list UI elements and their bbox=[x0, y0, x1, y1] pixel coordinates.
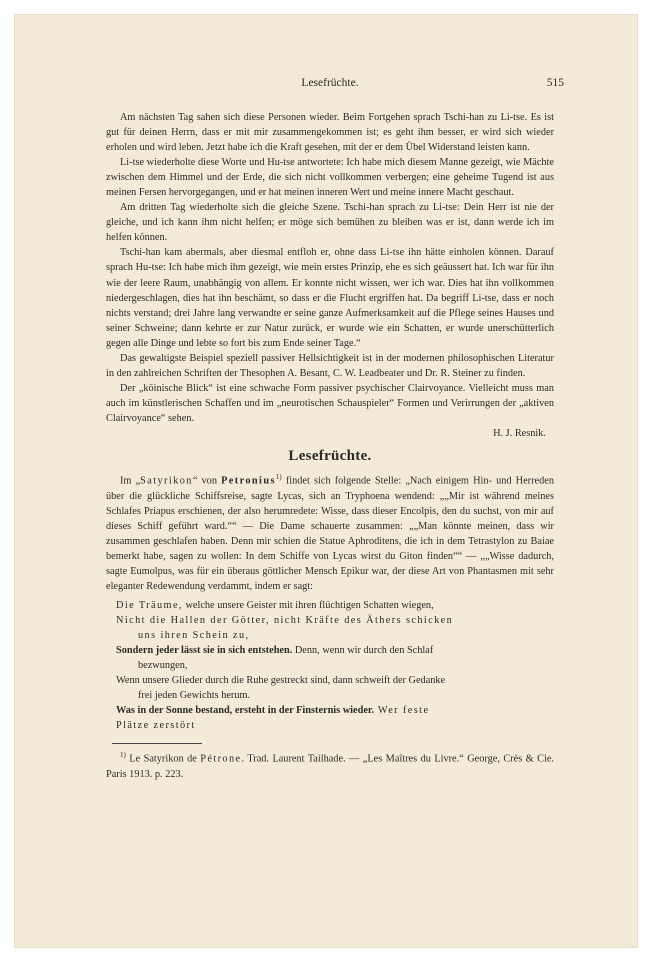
verse-spaced: Wer feste bbox=[374, 705, 430, 717]
paragraph: Das gewaltigste Beispiel speziell passiver Hellsichtigkeit ist in der modernen philosophischen Literatur in den zahlreichen Schriften der Thesophen A. Besant, C. W. Leadbeater und Dr. R. Steiner zu finden. bbox=[106, 352, 554, 379]
verse-quote bbox=[116, 598, 554, 733]
verse-line bbox=[116, 598, 554, 613]
paragraph: Tschi-han kam abermals, aber diesmal entfloh er, ohne dass Li-tse ihn hätte einholen können. Darauf sprach Hu-tse: Ich habe mich ihm gezeigt, wie mein erstes Prinzip, ehe es sich geäussert hat. Ich war für ihn wie der leere Raum, unabhängig von allem. Er konnte nicht wissen, wer ich war. Dies hat ihn vollkommen niedergeschlagen, dies hat ihn beschämt, so dass er die Flucht ergriffen hat. Da begriff Li-tse, dass er noch nichts verstand; drei Jahre lang verwandte er seine ganze Aufmerksamkeit auf die Pflege seines Hauses und seiner Schweine; dann kehrte er zur Natur zurück, er wurde wie ein Schatten, er wurde unerschütterlich gegen alle Dinge und lebte so fort bis zum Ende seiner Tage.“ bbox=[106, 247, 554, 349]
article-intro bbox=[106, 470, 554, 594]
footnote-reference[interactable]: 1) bbox=[275, 473, 282, 482]
verse-text: welche unsere Geister mit ihren flüchtigen Schatten wiegen, bbox=[182, 599, 434, 611]
verse-line bbox=[116, 643, 554, 658]
paragraph: Am dritten Tag wiederholte sich die gleiche Szene. Tschi-han sprach zu Li-tse: Dein Herr ist nie der gleiche, und ich kann ihm nicht helfen; er möge sich bemühen zu bleiben was er ist, dann werde ich im helfen können. bbox=[106, 202, 554, 244]
footnote-text: Le Satyrikon de bbox=[125, 753, 201, 765]
page-header bbox=[106, 76, 564, 92]
intro-text: “ von bbox=[192, 475, 222, 487]
verse-bold: Was in der Sonne bestand, ersteht in der Finsternis wieder. bbox=[116, 705, 375, 717]
verse-line-continuation: frei jeden Gewichts herum. bbox=[138, 690, 251, 702]
footnote-text: . Trad. Laurent Tailhade. — „Les Maîtres du Livre.“ George, Crès & Cie. Paris 1913. p. 223. bbox=[106, 753, 554, 780]
running-title: Lesefrüchte. bbox=[301, 77, 359, 89]
article-title: Lesefrüchte. bbox=[288, 448, 372, 465]
verse-line-continuation: bezwungen, bbox=[138, 660, 188, 672]
text-block bbox=[106, 76, 564, 782]
footnote-divider bbox=[112, 743, 202, 744]
author-name: Petronius bbox=[221, 475, 276, 487]
verse-bold: Sondern jeder lässt sie in sich entstehen. bbox=[116, 645, 293, 657]
verse-text: Denn, wenn wir durch den Schlaf bbox=[292, 645, 434, 657]
verse-line-continuation: uns ihren Schein zu, bbox=[138, 629, 250, 641]
paragraph: Am nächsten Tag sahen sich diese Personen wieder. Beim Fortgehen sprach Tschi-han zu Li-tse. Es ist gut für deinen Herrn, dass er mit mir zusammengekommen ist; es geht ihm besser, er wird sich wieder erholen und wird leben. Jetzt habe ich die Kraft gesehen, mit der er dem Übel Widerstand leisten kann. bbox=[106, 112, 554, 154]
footnote-author: Pétrone bbox=[200, 753, 242, 765]
verse-spaced: Die Träume, bbox=[116, 599, 183, 611]
verse-line bbox=[116, 703, 554, 718]
intro-text: Im „ bbox=[120, 475, 141, 487]
author-signature: H. J. Resnik. bbox=[493, 427, 546, 439]
page-number: 515 bbox=[546, 77, 564, 89]
footnote-mark: 1) bbox=[120, 751, 126, 760]
work-title: Satyrikon bbox=[140, 475, 193, 487]
scanned-page bbox=[14, 14, 638, 948]
paragraph: Der „köinische Blick“ ist eine schwache Form passiver psychischer Clairvoyance. Vielleicht muss man auch im künstlerischen Schaffen und im „neurotischen Schauspieler“ Formen und Verirrungen der „aktiven Clairvoyance“ sehen. bbox=[106, 382, 554, 424]
intro-text: findet sich folgende Stelle: „Nach einigem Hin- und Herreden über die glückliche Schiffsreise, sagte Lycas, sich an Tryphoena wendend: „„Mir ist während meines Schlafes Priapus erschienen, der also herumredete: Wisse, dass dieser Encolpis, den du suchst, von mir auf dieses Schiff geführt ward.““ — Die Dame schauerte zusammen: „„Man könnte meinen, dass wir zusammen geschlafen haben. Denn mir schien die Statue Aphroditens, die ich in dem Tetrastylon zu Baiae bemerkt habe, sagen zu wollen: In dem Schiffe von Lycas wirst du Giton finden““ — „„Wisse dadurch, sagte Eumolpus, was für ein überaus göttlicher Mensch Epikur war, der diese Art von Phantasmen mit sehr eleganter Redewendung verdammt, indem er sagt: bbox=[106, 475, 554, 592]
verse-line: Wenn unsere Glieder durch die Ruhe gestreckt sind, dann schweift der Gedanke bbox=[116, 675, 446, 687]
footnote bbox=[106, 748, 554, 781]
verse-line: Nicht die Hallen der Götter, nicht Kräfte des Äthers schicken bbox=[116, 614, 454, 626]
verse-line-continuation: Plätze zerstört bbox=[116, 720, 196, 732]
paragraph: Li-tse wiederholte diese Worte und Hu-tse antwortete: Ich habe mich diesem Manne gezeigt, wie Mächte zwischen dem Himmel und der Erde, die sich nicht vollkommen verbergen; eine geheime Tugend ist aus meinen Fersen hervorgegangen, und er hat meinen inneren Wert und meine innere Macht geschaut. bbox=[106, 157, 554, 199]
